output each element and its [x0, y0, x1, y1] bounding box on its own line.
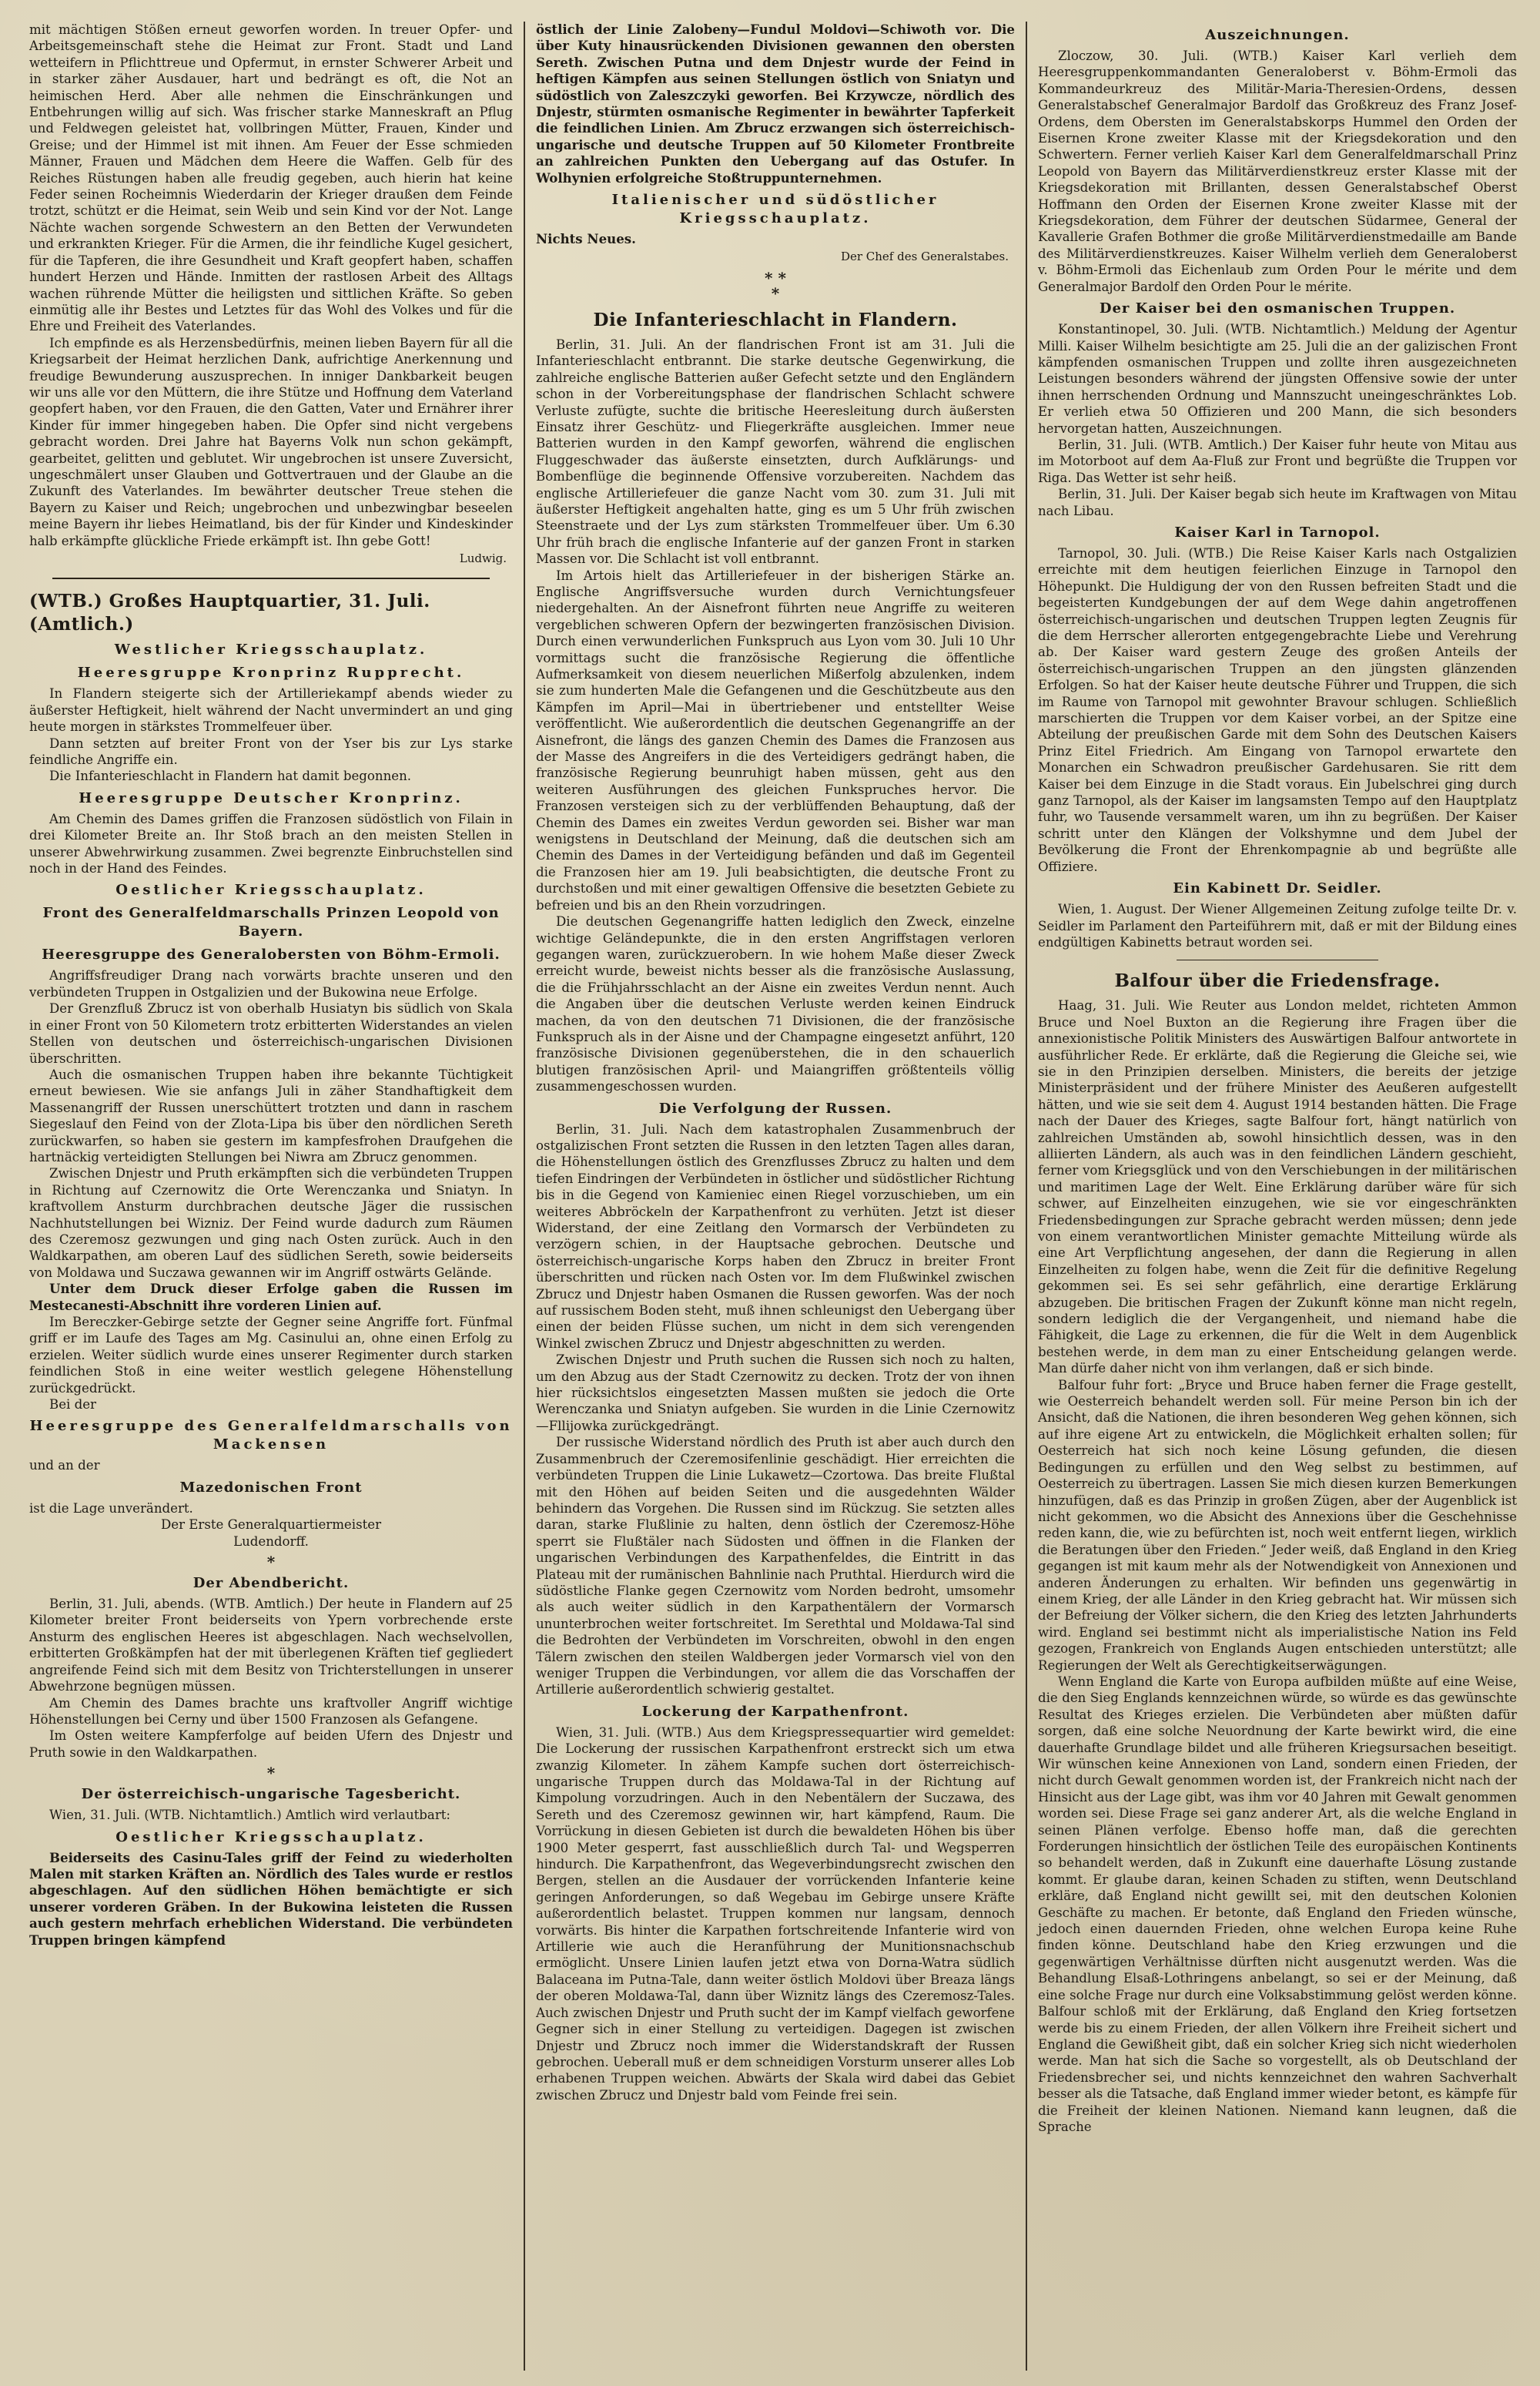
- army-group-boehm-heading: Heeresgruppe des Generalobersten von Böhm-Ermoli.: [42, 947, 500, 963]
- star-divider: *: [266, 1553, 276, 1572]
- evening-paragraph-2: Am Chemin des Dames brachte uns kraftvoller Angriff wichtige Höhenstellungen bei Cerny und über 1500 Franzosen als Gefangene.: [29, 1695, 513, 1727]
- seidler-cabinet-heading: Ein Kabinett Dr. Seidler.: [1173, 880, 1382, 897]
- ottoman-paragraph-1: Konstantinopel, 30. Juli. (WTB. Nichtamtlich.) Meldung der Agentur Milli. Kaiser Wilhelm besichtigte am 25. Juli die an der galizischen Front kämpfenden osmanischen Truppen und zollte ihren ausgezeichneten Leistungen besonders während der jüngsten Offensive sowie der unter ihnen herrschenden Ordnung und Mannszucht uneingeschränktes Lob. Er verlieh etwa 50 Offizieren und 200 Mann, die sich besonders hervorgetan hatten, Auszeichnungen.: [1038, 322, 1517, 436]
- tarnopol-paragraph: Tarnopol, 30. Juli. (WTB.) Die Reise Kaiser Karls nach Ostgalizien erreichte mit dem heutigen feierlichen Einzuge in Tarnopol den Höhepunkt. Die Huldigung der von den Russen befreiten Stadt und die begeisterten Kundgebungen der auf dem Wege dahin angetroffenen österreichisch-ungarischen und deutschen Truppen legten Zeugnis für die dem Herrscher allerorten entgegengebrachte Liebe und Verehrung ab. Der Kaiser ward gestern Zeuge des großen Anteils der österreichisch-ungarischen Truppen an den jüngsten glänzenden Erfolgen. So hat der Kaiser heute deutsche Führer und Truppen, die sich im Raume von Tarnopol mit gewohnter Bravour schlugen. Schließlich marschierten die Truppen vor dem Kaiser vorbei, an der Spitze eine Abteilung der preußischen Garde mit dem Sohn des Deutschen Kaisers Prinz Eitel Friedrich. Am Eingang von Tarnopol erwartete den Monarchen ein Schwadron preußischer Gardehusaren. Sie ritt dem Kaiser bei dem Einzuge in die Stadt voraus. Ein Jubelschrei ging durch ganz Tarnopol, als der Kaiser im langsamsten Tempo auf den Hauptplatz fuhr, wo Tausende versammelt waren, um ihn zu begrüßen. Der Kaiser schritt unter den Klängen der Volkshymne und dem Jubel der Bevölkerung die Front der Ehrenkompagnie ab und begrüßte alle Offiziere.: [1038, 545, 1517, 874]
- flanders-paragraph-1: Berlin, 31. Juli. An der flandrischen Front ist am 31. Juli die Infanterieschlacht entbrannt. Die starke deutsche Gegenwirkung, die zahlreiche englische Batterien außer Gefecht setzte und den Engländern schon in der Vorbereitungsphase der flandrischen Schlacht schwere Verluste zufügte, suchte die britische Heeresleitung durch äußersten Einsatz ihrer Geschütz- und Fliegerkräfte ausgleichen. Immer neue Batterien wurden in den Kampf geworfen, während die englischen Fluggeschwader das äußerste einsetzten, durch Aufklärungs- und Bombenflüge die beginnende Offensive vorzubereiten. Nachdem das englische Artilleriefeuer die ganze Nacht vom 30. zum 31. Juli mit äußerster Heftigkeit angehalten hatte, ging es um 5 Uhr früh zwischen Steenstraete und der Lys zum stärksten Trommelfeuer über. Um 6.30 Uhr früh brach die englische Infanterie auf der ganzen Front in starken Massen vor. Die Schlacht ist voll entbrannt.: [536, 337, 1015, 567]
- flanders-paragraph-3: Die deutschen Gegenangriffe hatten lediglich den Zweck, einzelne wichtige Geländepunkte, die in den ersten Angriffstagen verloren gegangen waren, zurückzuerobern. In wie hohem Maße dieser Zweck erreicht wurde, beweist nichts besser als die französische Auslassung, die die Frühjahrsschlacht an der Aisne ein zweites Verdun nennt. Auch die Angaben über die deutschen Verluste werden keinen Eindruck machen, da von den deutschen 71 Divisionen, die der französische Funkspruch als in der Aisne und der Champagne eingesetzt anführt, 120 französische Divisionen gegenüberstehen, die in den schauerlich blutigen französischen April- und Maiangriffen größtenteils völlig zusammengeschossen wurden.: [536, 914, 1015, 1094]
- intro-signature: Ludwig.: [459, 551, 507, 565]
- boehm-paragraph-1: Angriffsfreudiger Drang nach vorwärts brachte unseren und den verbündeten Truppen in Ostgalizien und der Bukowina neue Erfolge.: [29, 968, 513, 1000]
- italian-body: Nichts Neues.: [536, 231, 636, 247]
- evening-paragraph-1: Berlin, 31. Juli, abends. (WTB. Amtlich.) Der heute in Flandern auf 25 Kilometer breiter Front beiderseits von Ypern vorbrechende erste Ansturm des englischen Heeres ist abgeschlagen. Nach wechselvollen, erbitterten Großkämpfen hat der mit überlegenen Kräften tief gegliedert angreifende Feind sich mit dem Besitz von Trichterstellungen in unserer Abwehrzone begnügen müssen.: [29, 1597, 513, 1694]
- crown-prince-paragraph: Am Chemin des Dames griffen die Franzosen südöstlich von Filain in drei Kilometer Breite an. Ihr Stoß brach an den meisten Stellen in unserer Abwehrwirkung zusammen. Zwei begrenzte Einbruchstellen sind noch in der Hand des Feindes.: [29, 811, 513, 876]
- boehm-paragraph-6: Im Bereczker-Gebirge setzte der Gegner seine Angriffe fort. Fünfmal griff er im Laufe des Tages am Mg. Casinului an, ohne einen Erfolg zu erzielen. Weiter südlich wurde eines unserer Regimenter durch starken feindlichen Stoß in eine weiter westlich gelegene Höhenstellung zurückgedrückt.: [29, 1315, 513, 1396]
- russian-pursuit-heading: Die Verfolgung der Russen.: [658, 1100, 892, 1117]
- chief-signature: Der Chef des Generalstabes.: [840, 250, 1009, 264]
- signature-title: Der Erste Generalquartiermeister: [160, 1517, 382, 1533]
- column-2: [524, 22, 1027, 2371]
- boehm-paragraph-4: Zwischen Dnjestr und Pruth erkämpften sich die verbündeten Truppen in Richtung auf Czernowitz die Orte Werenczanka und Sniatyn. In kraftvollem Ansturm durchbrachen deutsche Jäger die russischen Nachhutstellungen bei Wizniz. Der Feind wurde dadurch zum Räumen des Czeremosz gezwungen und ging nach Osten zurück. Auch in den Waldkarpathen, am oberen Lauf des südlichen Sereth, sowie beiderseits von Moldawa und Suczawa gewannen wir im Angriff ostwärts Gelände.: [29, 1166, 513, 1280]
- east-theater-heading: Oestlicher Kriegsschauplatz.: [116, 882, 427, 899]
- rupprecht-paragraph-1: In Flandern steigerte sich der Artilleriekampf abends wieder zu äußerster Heftigkeit, hielt während der Nacht unvermindert an und ging heute morgen in stärkstes Trommelfeuer über.: [29, 686, 513, 735]
- flanders-paragraph-2: Im Artois hielt das Artilleriefeuer in der bisherigen Stärke an. Englische Angriffsversuche wurden durch Vernichtungsfeuer niedergehalten. An der Aisnefront führten neue Angriffe zu weiteren vergeblichen schweren Opfern der bezwingerten französischen Division. Durch einen verwunderlichen Funkspruch aus Lyon vom 30. Juli 10 Uhr vormittags sucht die französische Regierung die öffentliche Aufmerksamkeit von diesem neuerlichen Mißerfolg abzulenken, indem sie zum hunderten Male die Gefangenen und die Geschützbeute aus den Kämpfen im April—Mai in übertriebener und entstellter Weise veröffentlicht. Wie außerordentlich die deutschen Gegenangriffe an der Aisnefront, die längs des ganzen Chemin des Dames die Franzosen aus der Masse des Angreifers in die des Verteidigers gedrängt haben, die französische Regierung beunruhigt haben müssen, geht aus den weiteren Ausführungen des gleichen Funkspruches hervor. Die Franzosen versteigen sich zu der verblüffenden Behauptung, daß der Chemin des Dames ein zweites Verdun geworden sei. Bisher war man wenigstens in Deutschland der Meinung, daß die deutschen sich am Chemin des Dames in der Verteidigung befänden und daß im Gegenteil die Franzosen hier am 19. Juli beabsichtigten, die deutsche Front zu durchstoßen und mit einer gewaltigen Offensive die besetzten Gebiete zu befreien und bis an den Rhein vorzudringen.: [536, 568, 1015, 913]
- italian-theater-heading: Italienischer und südöstlicher Kriegsschauplatz.: [611, 192, 939, 227]
- column-1: [18, 22, 524, 2371]
- balfour-paragraph-3: Wenn England die Karte von Europa aufbilden müßte auf eine Weise, die den Sieg Englands kennzeichnen würde, so würde es das gewünschte Resultat des Krieges erzielen. Die Verbündeten aber müßten dafür sorgen, daß eine solche Neuordnung der Karte bewirkt wird, die eine dauerhafte Grundlage bildet und alle früheren Kriegsursachen beseitigt. Wir wünschen keine Annexionen von Land, sondern einen Frieden, der nicht durch Gewalt genommen worden ist, der Frankreich nicht nach der Hinsicht aus der Lage gibt, was ihm vor 40 Jahren mit Gewalt genommen worden sei. Diese Frage sei ganz anderer Art, als die welche England in seinen Plänen verfolge. Ebenso hoffe man, daß die gerechten Forderungen hinsichtlich der östlichen Teile des europäischen Kontinents so behandelt werden, daß in Zukunft eine dauerhafte Lösung zustande kommt. Er glaube daran, keinen Schaden zu stiften, wenn Deutschland erkläre, daß England nicht gewillt sei, mit den deutschen Kolonien Geschäfte zu machen. Er betonte, daß England den Frieden wünsche, jedoch einen dauernden Frieden, ohne welchen Europa keine Ruhe finden könne. Deutschland habe den Krieg erzwungen und die gegenwärtigen Verhältnisse dürften nicht ausgenutzt werden. Was die Behandlung Elsaß-Lothringens anbelangt, so sei er der Meinung, daß eine solche Frage nur durch eine Volksabstimmung gelöst werden könne. Balfour schloß mit der Erklärung, daß England den Krieg fortsetzen werde bis zu einem Frieden, der allen Völkern ihre Freiheit sichert und England die Gewißheit gibt, daß ein solcher Krieg sich nicht wiederholen werde. Man hat sich die Sache so vorgestellt, als ob Deutschland der Friedensbrecher sei, und nichts kennzeichnet den wahren Sachverhalt besser als die Tatsache, daß England immer wieder betont, es kämpfe für die Freiheit der kleinen Nationen. Niemand kann leugnen, daß die Sprache: [1038, 1674, 1517, 2134]
- austro-report-heading: Der österreichisch-ungarische Tagesbericht.: [81, 1786, 461, 1803]
- boehm-paragraph-2: Der Grenzfluß Zbrucz ist von oberhalb Husiatyn bis südlich von Skala in einer Front von 50 Kilometern trotz erbitterten Widerstandes an vielen Stellen von deutschen und österreichisch-ungarischen Divisionen überschritten.: [29, 1001, 513, 1066]
- column-layout: [18, 22, 1525, 2371]
- evening-report-heading: Der Abendbericht.: [192, 1575, 350, 1592]
- pursuit-paragraph-1: Berlin, 31. Juli. Nach dem katastrophalen Zusammenbruch der ostgalizischen Front setzten die Russen in den letzten Tagen alles daran, die Höhenstellungen östlich des Grenzflusses Zbrucz zu halten und dem tiefen Eindringen der Verbündeten in östlicher und südöstlicher Richtung bis in die Gegend von Kamieniec einen Riegel vorzuschieben, um ein weiteres Abbröckeln der Karpathenfront zu verhüten. Jetzt ist dieser Widerstand, der eine Zeitlang den Vormarsch der Verbündeten zu verzögern schien, in der Hauptsache gebrochen. Deutsche und österreichisch-ungarische Korps haben den Zbrucz in breiter Front überschritten und rücken nach Osten vor. Im dem Flußwinkel zwischen Zbrucz und Dnjestr haben Osmanen die Russen geworfen. Was der noch auf russischem Boden steht, muß ihnen schleunigst den Uebergang über einen der beiden Flüsse suchen, um nicht in dem sich verengenden Winkel zwischen Zbrucz und Dnjestr abgeschnitten zu werden.: [536, 1121, 1015, 1351]
- star-divider: * * *: [765, 268, 786, 303]
- column-3: [1027, 22, 1528, 2371]
- macedonian-tail: ist die Lage unverändert.: [29, 1500, 193, 1516]
- star-divider: *: [266, 1764, 276, 1783]
- macedonian-front-heading: Mazedonischen Front: [179, 1479, 363, 1496]
- boehm-paragraph-5: Unter dem Druck dieser Erfolge gaben die Russen im Mestecanesti-Abschnitt ihre vorderen Linien auf.: [29, 1281, 513, 1313]
- pursuit-paragraph-2: Zwischen Dnjestr und Pruth suchen die Russen sich noch zu halten, um den Abzug aus der Stadt Czernowitz zu decken. Trotz der von ihnen hier rücksichtslos eingesetzten Massen mußten sie jedoch die Orte Werenczanka und Sniatyn aufgeben. Sie wurden in die Linie Czernowitz—Fllijowka zurückgedrängt.: [536, 1352, 1015, 1433]
- intro-paragraph-2: Ich empfinde es als Herzensbedürfnis, meinen lieben Bayern für all die Kriegsarbeit der Heimat herzlichen Dank, aufrichtige Anerkennung und freudige Bewunderung auszusprechen. In inniger Dankbarkeit beugen wir uns alle vor den Müttern, die ihre Stütze und Hoffnung dem Vaterland geopfert haben, vor den Frauen, die den Gatten, Vater und Ernährer ihrer Kinder für immer hingegeben haben. Die Opfer sind nicht vergebens gebracht worden. Drei Jahre hat Bayerns Volk nun schon gekämpft, gearbeitet, gelitten und geblutet. Wir ungebrochen ist unsere Zuversicht, ungeschmälert unser Glauben und Gottvertrauen und der Glaube an die Zukunft des Vaterlandes. Im bewährter deutscher Treue stehen die Bayern zu Kaiser und Reich; ungebrochen und unbezwingbar beseelen meine Bayern ihr liebes Heimatland, bis der für Kinder und Kindeskinder halb erkämpfte glückliche Friede erkämpft ist. Ihn gebe Gott!: [29, 335, 513, 548]
- evening-paragraph-3: Im Osten weitere Kampferfolge auf beiden Ufern des Dnjestr und Pruth sowie in den Waldkarpathen.: [29, 1728, 513, 1760]
- balfour-paragraph-1: Haag, 31. Juli. Wie Reuter aus London meldet, richteten Ammon Bruce und Noel Buxton an die Regierung ihre Fragen über die annexionistische Politik Ministers des Auswärtigen Balfour antwortete in ausführlicher Rede. Er erklärte, daß die Regierung die Gleiche sei, wie sie in den Prinzipien derselben. Ministers, die bereits der jetzige Ministerpräsident und der frühere Minister des Aeußeren aufgestellt hätten, und wie sie seit dem 4. August 1914 bestanden hätten. Die Frage nach der Dauer des Krieges, sagte Balfour fort, hängt natürlich von zahlreichen Umständen ab, sowohl hinsichtlich dessen, was in den alliierten Ländern, als auch was in den feindlichen Ländern geschieht, ferner vom Kriegsglück und von den Verschiebungen in der militärischen und maritimen Lage der Welt. Eine Erklärung darüber wäre für sich schwer, auf Einzelheiten einzugehen, wie sie vor eingeschränkten Friedensbedingungen zur Sprache gebracht werden müssen; denn jede von einem verantwortlichen Minister gemachte Mitteilung würde als eine Art Verpflichtung angesehen, der dann die Regierung in allen Einzelheiten zu folgen habe, wenn die Zeit für die definitive Regelung gekommen sei. Es sei sehr gefährlich, eine derartige Erklärung abzugeben. Die britischen Fragen der Zukunft könne man nicht regeln, sondern lediglich die der Vergangenheit, und niemand habe die Fähigkeit, die Lage zu erkennen, die für die Welt in dem Augenblick bestehen werde, in dem man zu einer Entscheidung gelangen werde. Man dürfe daher nicht von ihm verlangen, daß er sich binde.: [1038, 998, 1517, 1376]
- austro-east-heading: Oestlicher Kriegsschauplatz.: [116, 1828, 427, 1845]
- austro-east-paragraph: Beiderseits des Casinu-Tales griff der Feind zu wiederholten Malen mit starken Kräften an. Nördlich des Tales wurde er restlos abgeschlagen. Auf den südlichen Höhen bemächtigte er sich unserer vorderen Gräben. In der Bukowina leisteten die Russen auch gestern mehrfach erheblichen Widerstand. Die verbündeten Truppen bringen kämpfend: [29, 1849, 513, 1948]
- hq-headline: (WTB.) Großes Hauptquartier, 31. Juli. (Amtlich.): [29, 591, 430, 635]
- boehm-paragraph-3: Auch die osmanischen Truppen haben ihre bekannte Tüchtigkeit erneut bewiesen. Wie sie anfangs Juli in zäher Standhaftigkeit dem Massenangriff der Russen unerschüttert trotzten und dann in raschem Siegeslauf den Feind von der Zlota-Lipa bis über den nördlichen Sereth zurückwarfen, so haben sie gestern im kampfesfrohen Draufgehen die hartnäckig verteidigten Stellungen bei Niwra am Zbrucz genommen.: [29, 1067, 513, 1165]
- west-theater-heading: Westlicher Kriegsschauplatz.: [114, 642, 428, 658]
- awards-heading: Auszeichnungen.: [1205, 27, 1350, 43]
- tarnopol-heading: Kaiser Karl in Tarnopol.: [1174, 524, 1381, 541]
- awards-paragraph: Zloczow, 30. Juli. (WTB.) Kaiser Karl verlieh dem Heeresgruppenkommandanten Generaloberst v. Böhm-Ermoli das Kommandeurkreuz des Militär-Maria-Theresien-Ordens, dessen Generalstabschef Generalmajor Bardolf das Großkreuz des Franz Josef-Ordens, dem Obersten im Generalstabskorps Hummel den Orden der Eisernen Krone zweiter Klasse mit der Kriegsdekoration und den Schwertern. Ferner verlieh Kaiser Karl dem Generalfeldmarschall Prinz Leopold von Bayern das Militärverdienstkreuz erster Klasse mit der Kriegsdekoration mit Brillanten, dessen Generalstabschef Oberst Hoffmann den Orden der Eisernen Krone zweiter Klasse mit der Kriegsdekoration, dem Führer der deutschen Südarmee, General der Kavallerie Grafen Bothmer die große Militärverdienstmedaille am Bande des Militärverdienstkreuzes. Kaiser Wilhelm verlieh dem Generaloberst v. Böhm-Ermoli das Eichenlaub zum Orden Pour le mérite und dem Generalmajor Bardolf den Orden Pour le mérite.: [1038, 49, 1517, 294]
- army-group-crown-prince-heading: Heeresgruppe Deutscher Kronprinz.: [79, 789, 464, 806]
- ottoman-paragraph-3: Berlin, 31. Juli. Der Kaiser begab sich heute im Kraftwagen von Mitau nach Libau.: [1038, 487, 1517, 518]
- rupprecht-paragraph-2: Dann setzten auf breiter Front von der Yser bis zur Lys starke feindliche Angriffe ein.: [29, 736, 513, 768]
- balfour-paragraph-2: Balfour fuhr fort: „Bryce und Bruce haben ferner die Frage gestellt, wie Oesterreich behandelt werden soll. Für meine Person bin ich der Ansicht, daß die Nationen, die ihren besonderen Weg gehen können, sich auf ihre eigene Art zu entwickeln, die Möglichkeit erhalten sollen; für Oesterreich hat sich noch keine Lösung gefunden, die diesen Bedingungen zu erfüllen und den Weg selbst zu bestimmen, auf Oesterreich zu übertragen. Lassen Sie mich diesen kurzen Bemerkungen hinzufügen, daß es das Prinzip in großen Zügen, aber der Augenblick ist nicht gekommen, wo die Absicht des Annexions über die Geschehnisse reden kann, die, wie zu befürchten ist, noch weit entfernt liegen, wirklich die Beratungen über den Frieden.“ Jeder weiß, daß England in den Krieg gegangen ist mit kaum mehr als der Notwendigkeit von Annexionen und anderen Änderungen zu erhalten. Wir befinden uns gegenwärtig in einem Krieg, der alle Länder in den Krieg gebracht hat. Wir müssen sich der Befreiung der Völker sichern, die den Krieg des letzten Jahrhunderts wird. England sei bestimmt nicht als imperialistische Nation ins Feld gezogen, Frankreich von Englands Augen entschieden unterstützt; alle Regierungen der Welt als Gerechtigkeitserwägungen.: [1038, 1377, 1517, 1673]
- front-leopold-heading: Front des Generalfeldmarschalls Prinzen Leopold von Bayern.: [42, 905, 500, 940]
- ottoman-paragraph-2: Berlin, 31. Juli. (WTB. Amtlich.) Der Kaiser fuhr heute von Mitau aus im Motorboot auf dem Aa-Fluß zur Front und begrüßte die Truppen vor Riga. Das Wetter ist sehr heiß.: [1038, 437, 1517, 485]
- army-group-rupprecht-heading: Heeresgruppe Kronprinz Rupprecht.: [77, 665, 465, 682]
- carpathian-front-heading: Lockerung der Karpathenfront.: [641, 1703, 909, 1720]
- austro-continued-paragraph: östlich der Linie Zalobeny—Fundul Moldovi—Schiwoth vor. Die über Kuty hinausrückenden Divisionen gewannen den obersten Sereth. Zwischen Putna und dem Dnjestr wurde der Feind in heftigen Kämpfen aus seinen Stellungen östlich von Sniatyn und südöstlich von Zaleszczyki geworfen. Bei Krzywcze, nördlich des Dnjestr, stürmten osmanische Regimenter in bewährter Tapferkeit die feindlichen Linien. Am Zbrucz erzwangen sich österreichisch-ungarische und deutsche Truppen auf 50 Kilometer Frontbreite an zahlreichen Punkten den Uebergang auf das Ostufer. In Wolhynien erfolgreiche Stoßtruppunternehmen.: [536, 22, 1015, 186]
- ottoman-troops-heading: Der Kaiser bei den osmanischen Truppen.: [1099, 300, 1456, 317]
- flanders-battle-heading: Die Infanterieschlacht in Flandern.: [593, 309, 958, 330]
- army-group-mackensen-heading: Heeresgruppe des Generalfeldmarschalls von Mackensen: [29, 1418, 513, 1453]
- intro-paragraph-1: mit mächtigen Stößen erneut geworfen worden. In treuer Opfer- und Arbeitsgemeinschaft stehe die Heimat zur Front. Stadt und Land wetteifern in Pflichttreue und Opfermut, in ernster Schwerer Arbeit und in starker zäher Ausdauer, hart und bedrängt es oft, die Not an heimischen Herd. Aber alle nehmen die Einschränkungen und Entbehrungen willig auf sich. Was frischer starke Manneskraft an Pflug und Feldwegen geleistet hat, vollbringen Mütter, Frauen, Kinder und Greise; und der Himmel ist mit ihnen. Am Feuer der Esse schmieden Männer, Frauen und Mädchen dem Heere die Waffen. Gelb für des Reiches Rüstungen haben alle freudig gegeben, auch hierin hat keine Feder seinen Rocheimnis Wiederdarin der Krieger draußen dem Feinde trotzt, schützt er die Heimat, sein Weib und sein Kind vor der Not. Lange Nächte wachen sorgende Schwestern an den Betten der Verwundeten und erkrankten Krieger. Für die Armen, die ihr feindliche Kugel gesichert, für die Tapferen, die ihre Gesundheit und Kraft geopfert haben, schaffen hundert Herzen und Hände. Inmitten der rastlosen Arbeit des Alltags wachen rührende Mütter die heiligsten und sittlichen Kräfte. So geben einmütig alle ihr Bestes und Letztes für das Wohl des Volkes und für die Ehre und Freiheit des Vaterlandes.: [29, 22, 513, 334]
- pursuit-paragraph-3: Der russische Widerstand nördlich des Pruth ist aber auch durch den Zusammenbruch der Czeremosifenlinie geschädigt. Hier erreichten die verbündeten Truppen die Linie Lukawetz—Czortowa. Das breite Flußtal mit den Höhen auf beiden Seiten und die ausgedehnten Wälder behindern das Vorgehen. Die Russen sind im Rückzug. Sie setzten alles daran, starke Flußlinie zu halten, denn östlich der Czeremosz-Höhe sperrt sie Flußtäler nach Südosten und öffnen in die Flanken der ungarischen Verbindungen des Karpathenfeldes, die Eintritt in das Plateau mit der rumänischen Bahnlinie nach Pruthtal. Hierdurch wird die südöstliche Flanke gegen Czernowitz vom Norden bedroht, umsomehr als auch weiter südlich in den Karpathentälern der Vormarsch ununterbrochen weiter fortschreitet. Im Serethtal und Moldawa-Tal sind die Bedrohten der Verbündeten im Vorschreiten, obwohl in den engen Tälern zwischen den steilen Waldbergen jeder Vormarsch viel von den weniger Truppen die Verbindungen, vor allem die das Vorschaffen der Artillerie außerordentlich schwierig gestaltet.: [536, 1435, 1015, 1697]
- seidler-paragraph: Wien, 1. August. Der Wiener Allgemeinen Zeitung zufolge teilte Dr. v. Seidler im Parlament den Parteiführern mit, daß er mit der Bildung eines endgültigen Kabinetts betraut worden sei.: [1038, 902, 1517, 950]
- mackensen-mid: und an der: [29, 1458, 100, 1473]
- signature-name: Ludendorff.: [233, 1533, 309, 1549]
- rupprecht-paragraph-3: Die Infanterieschlacht in Flandern hat damit begonnen.: [49, 769, 412, 784]
- balfour-heading: Balfour über die Friedensfrage.: [1114, 970, 1441, 992]
- mackensen-pre: Bei der: [49, 1397, 96, 1412]
- divider: [52, 578, 490, 579]
- austro-intro: Wien, 31. Juli. (WTB. Nichtamtlich.) Amtlich wird verlautbart:: [49, 1808, 451, 1823]
- carpathian-paragraph: Wien, 31. Juli. (WTB.) Aus dem Kriegspressequartier wird gemeldet: Die Lockerung der russischen Karpathenfront erstreckt sich um etwa zwanzig Kilometer. In zähem Kampfe suchen dort österreichisch-ungarische Truppen durch das Moldawa-Tal in der Richtung auf Kimpolung vorzudringen. Auch in den Nebentälern der Suczawa, des Sereth und des Czeremosz gewinnen wir, hart kämpfend, Raum. Die Vorrückung in diesen Gebieten ist durch die bewaldeten Höhen bis über 1900 Meter gesperrt, fast ausschließlich durch Tal- und Wegsperren hindurch. Die Karpathenfront, das Wegeverbindungsrecht zwischen den Bergen, stellen an die Ausdauer der vorrückenden Infanterie keine geringen Anforderungen, so daß Wegebau im Gebirge unsere Kräfte außerordentlich belastet. Truppen kommen nur langsam, dennoch vorwärts. Bis hinter die Karpathen fortschreitende Infanterie wird von Artillerie wie auch die Heranführung der Munitionsnachschub ermöglicht. Unsere Linien laufen jetzt etwa von Dorna-Watra südlich Balaceana im Putna-Tale, dann weiter östlich Moldovi über Breaza längs der oberen Moldawa-Tal, dann über Wiznitz längs des Czeremosz-Tales. Auch zwischen Dnjestr und Pruth sucht der im Kampf vielfach geworfene Gegner sich in einer Stellung zu verteidigen. Dagegen ist zwischen Dnjestr und Zbrucz noch immer die Widerstandskraft der Russen gebrochen. Ueberall muß er dem schneidigen Vorsturm unserer alles Lob erhabenen Truppen weichen. Abwärts der Skala wird dabei das Gebiet zwischen Zbrucz und Dnjestr bald vom Feinde frei sein.: [536, 1724, 1015, 2103]
